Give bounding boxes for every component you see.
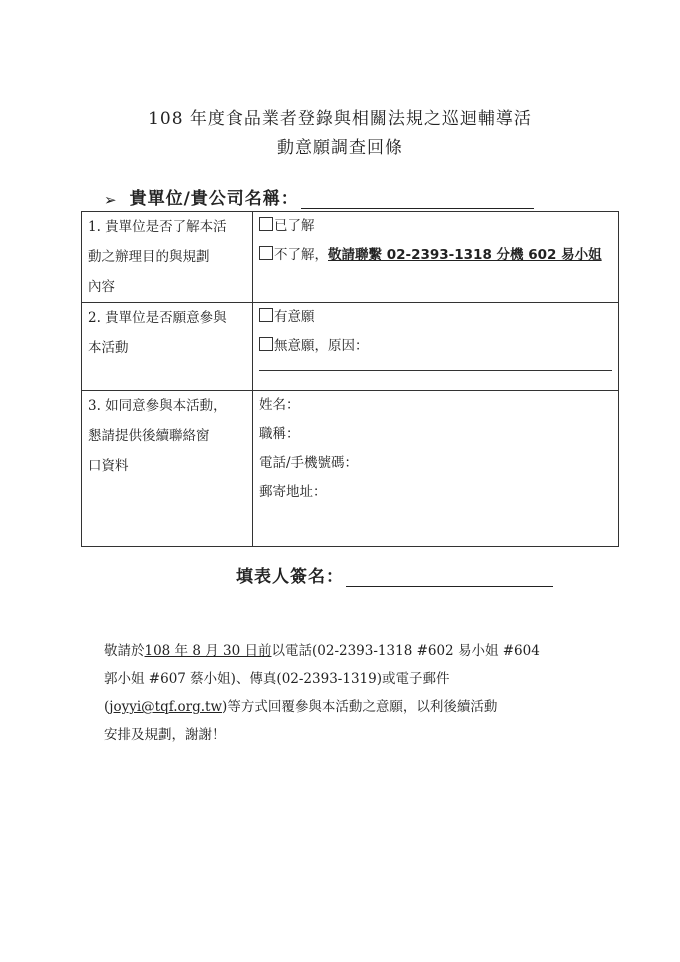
signature-blank-line[interactable] [346, 568, 553, 587]
signature-label: 填表人簽名： [236, 567, 344, 587]
checkbox[interactable] [259, 217, 273, 231]
question-text: 動之辦理目的與規劃 [88, 249, 210, 265]
option-understood [253, 212, 618, 241]
deadline-text: 108 年 8 月 30 日前 [144, 643, 272, 659]
answer-cell [253, 212, 619, 303]
company-name-blank-line[interactable] [301, 190, 534, 209]
field-phone[interactable]: 電話/手機號碼： [259, 455, 359, 471]
table-row [82, 212, 619, 303]
question-text: 口資料 [88, 458, 129, 474]
question-text: 懇請提供後續聯絡窗 [88, 428, 210, 444]
checkbox[interactable] [259, 337, 273, 351]
question-cell [82, 391, 253, 547]
note-line: 郭小姐 #607 蔡小姐)、傳真(02-2393-1319)或電子郵件 [104, 671, 450, 687]
field-name[interactable]: 姓名： [259, 397, 300, 413]
question-cell [82, 212, 253, 303]
question-cell [82, 303, 253, 391]
note-line [104, 637, 574, 665]
signature-field [236, 562, 553, 587]
document-title-line2: 動意願調查回條 [277, 138, 403, 158]
company-name-field [104, 184, 534, 209]
option-unwilling [253, 332, 618, 361]
checkbox[interactable] [259, 246, 273, 260]
note-text: 敬請於 [104, 643, 145, 659]
survey-table [81, 211, 619, 547]
question-text: 3. 如同意參與本活動， [88, 398, 227, 414]
option-label: 已了解 [274, 218, 315, 234]
table-row [82, 391, 619, 547]
instructions-note [104, 637, 574, 749]
answer-cell [253, 303, 619, 391]
note-text: )等方式回覆參與本活動之意願，以利後續活動 [222, 699, 498, 715]
checkbox[interactable] [259, 308, 273, 322]
company-name-label: 貴單位/貴公司名稱： [129, 189, 299, 209]
option-not-understood [253, 241, 618, 270]
email-link[interactable]: joyyi@tqf.org.tw [109, 699, 223, 715]
note-text: ( [104, 699, 110, 715]
option-label: 無意願，原因： [274, 338, 369, 354]
question-text: 內容 [88, 279, 115, 295]
reason-blank-line[interactable] [259, 369, 612, 371]
note-line [104, 693, 574, 721]
question-text: 1. 貴單位是否了解本活 [88, 219, 227, 235]
option-willing [253, 303, 618, 332]
option-label: 不了解， [274, 247, 328, 263]
arrow-bullet-icon: ➢ [104, 191, 118, 209]
question-text: 本活動 [88, 340, 129, 356]
contact-info: 敬請聯繫 02-2393-1318 分機 602 易小姐 [328, 247, 602, 263]
note-line: 安排及規劃，謝謝！ [104, 727, 226, 743]
question-text: 2. 貴單位是否願意參與 [88, 310, 227, 326]
document-title-line1: 108 年度食品業者登錄與相關法規之巡迴輔導活 [148, 109, 532, 129]
note-text: 以電話(02-2393-1318 #602 易小姐 #604 [271, 643, 540, 659]
option-label: 有意願 [274, 309, 315, 325]
field-address[interactable]: 郵寄地址： [259, 484, 327, 500]
table-row [82, 303, 619, 391]
field-title[interactable]: 職稱： [259, 426, 300, 442]
answer-cell [253, 391, 619, 547]
